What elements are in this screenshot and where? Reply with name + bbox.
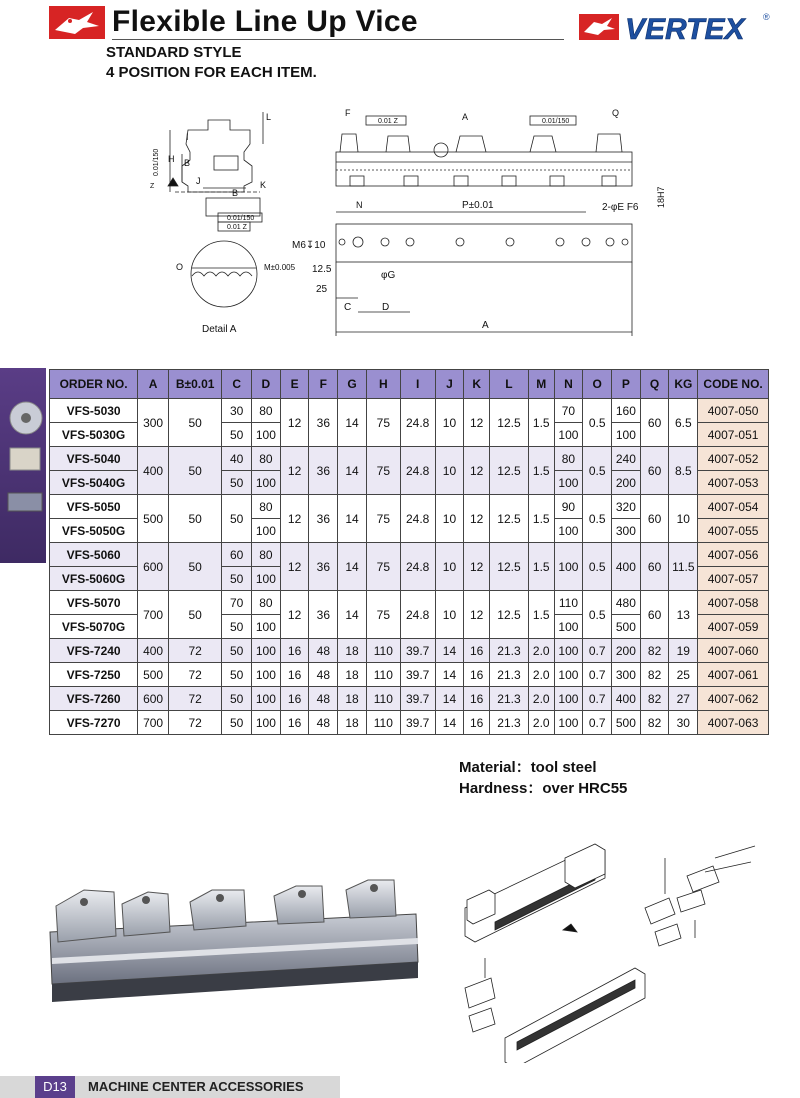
table-cell: VFS-5050G <box>50 519 138 543</box>
table-cell: VFS-5070 <box>50 591 138 615</box>
table-cell: 100 <box>252 423 281 447</box>
vertex-brand-logo <box>579 10 775 44</box>
front-view-drawing <box>336 108 632 186</box>
side-tab-strip <box>0 368 46 563</box>
table-cell: 110 <box>366 687 400 711</box>
table-cell: VFS-7240 <box>50 639 138 663</box>
table-cell: 16 <box>464 687 490 711</box>
svg-text:0.01 Z: 0.01 Z <box>227 224 247 231</box>
table-cell: 14 <box>338 591 367 639</box>
table-cell: 100 <box>554 615 583 639</box>
table-cell: 14 <box>435 711 464 735</box>
table-row <box>50 687 769 711</box>
table-cell: 100 <box>554 519 583 543</box>
table-cell: 40 <box>222 447 252 471</box>
table-cell: VFS-7270 <box>50 711 138 735</box>
table-cell: 50 <box>222 687 252 711</box>
col-header: A <box>138 370 169 399</box>
table-cell: 100 <box>252 663 281 687</box>
product-thumbnails-icon <box>0 368 46 563</box>
table-cell: 36 <box>309 543 338 591</box>
table-cell: 19 <box>669 639 698 663</box>
table-cell: 60 <box>640 591 669 639</box>
svg-text:O: O <box>176 262 184 272</box>
table-cell: 6.5 <box>669 399 698 447</box>
table-cell: 10 <box>435 447 464 495</box>
col-header: KG <box>669 370 698 399</box>
table-cell: 18 <box>338 711 367 735</box>
table-cell: VFS-5030G <box>50 423 138 447</box>
table-cell: 16 <box>280 687 309 711</box>
table-cell: 400 <box>138 639 169 663</box>
table-cell: 39.7 <box>400 639 435 663</box>
table-cell: 80 <box>252 447 281 471</box>
table-cell: 11.5 <box>669 543 698 591</box>
table-cell: 72 <box>168 663 221 687</box>
table-cell: 100 <box>554 663 583 687</box>
col-header: H <box>366 370 400 399</box>
table-cell: 4007-055 <box>698 519 769 543</box>
svg-text:0.01/150: 0.01/150 <box>227 215 255 222</box>
svg-text:®: ® <box>763 12 770 22</box>
svg-text:J: J <box>196 176 201 186</box>
eagle-logo-icon <box>49 6 105 39</box>
table-cell: 12 <box>464 447 490 495</box>
table-cell: 14 <box>435 687 464 711</box>
table-cell: 100 <box>252 687 281 711</box>
table-cell: 24.8 <box>400 447 435 495</box>
col-header: CODE NO. <box>698 370 769 399</box>
table-cell: 400 <box>612 543 641 591</box>
table-cell: 72 <box>168 687 221 711</box>
table-cell: 4007-057 <box>698 567 769 591</box>
table-cell: 14 <box>338 495 367 543</box>
table-cell: 36 <box>309 399 338 447</box>
col-header: ORDER NO. <box>50 370 138 399</box>
svg-text:B: B <box>232 188 239 198</box>
table-cell: 75 <box>366 399 400 447</box>
table-cell: 480 <box>612 591 641 615</box>
table-cell: 0.5 <box>583 495 612 543</box>
table-cell: 12 <box>280 399 309 447</box>
table-cell: 82 <box>640 687 669 711</box>
table-row <box>50 495 769 519</box>
col-header: L <box>489 370 528 399</box>
table-row <box>50 543 769 567</box>
hardness-text: Hardness：over HRC55 <box>459 780 628 797</box>
table-cell: 100 <box>554 471 583 495</box>
table-cell: 80 <box>252 495 281 519</box>
table-cell: VFS-5040G <box>50 471 138 495</box>
table-cell: 100 <box>554 423 583 447</box>
table-cell: 110 <box>554 591 583 615</box>
table-cell: 100 <box>554 543 583 591</box>
svg-text:Q: Q <box>612 108 620 118</box>
svg-text:L: L <box>266 112 272 122</box>
table-cell: 10 <box>435 399 464 447</box>
table-cell: 39.7 <box>400 687 435 711</box>
table-cell: 12 <box>464 591 490 639</box>
table-cell: 0.7 <box>583 663 612 687</box>
table-cell: 18 <box>338 639 367 663</box>
spec-table <box>49 369 769 735</box>
table-cell: 75 <box>366 495 400 543</box>
table-cell: 4007-053 <box>698 471 769 495</box>
table-cell: 500 <box>612 615 641 639</box>
svg-text:F: F <box>345 108 351 118</box>
table-cell: 0.5 <box>583 447 612 495</box>
table-cell: 14 <box>435 639 464 663</box>
section-title: MACHINE CENTER ACCESSORIES <box>88 1079 304 1094</box>
table-cell: 10 <box>435 591 464 639</box>
table-cell: 36 <box>309 447 338 495</box>
col-header: E <box>280 370 309 399</box>
table-cell: 18 <box>338 687 367 711</box>
table-cell: 25 <box>669 663 698 687</box>
table-cell: 36 <box>309 591 338 639</box>
table-cell: 240 <box>612 447 641 471</box>
table-cell: 80 <box>252 543 281 567</box>
svg-text:P±0.01: P±0.01 <box>462 200 494 211</box>
svg-text:I: I <box>186 132 189 142</box>
svg-text:A: A <box>462 112 469 122</box>
table-cell: 60 <box>640 543 669 591</box>
table-cell: 30 <box>222 399 252 423</box>
table-cell: 1.5 <box>528 399 554 447</box>
table-cell: 21.3 <box>489 687 528 711</box>
table-cell: 1.5 <box>528 447 554 495</box>
table-cell: 100 <box>554 711 583 735</box>
table-row <box>50 639 769 663</box>
col-header: D <box>252 370 281 399</box>
table-cell: 300 <box>612 519 641 543</box>
detail-a-drawing <box>176 241 296 335</box>
table-cell: 82 <box>640 711 669 735</box>
col-header: C <box>222 370 252 399</box>
svg-text:0.01/150: 0.01/150 <box>153 148 160 176</box>
table-cell: 0.5 <box>583 591 612 639</box>
table-cell: 320 <box>612 495 641 519</box>
col-header: G <box>338 370 367 399</box>
svg-text:18H7: 18H7 <box>656 186 666 208</box>
table-cell: 80 <box>252 399 281 423</box>
table-cell: VFS-7260 <box>50 687 138 711</box>
svg-text:φG: φG <box>381 270 396 281</box>
table-cell: 0.7 <box>583 711 612 735</box>
table-cell: 2.0 <box>528 687 554 711</box>
table-cell: 16 <box>464 663 490 687</box>
table-cell: 24.8 <box>400 495 435 543</box>
table-cell: 700 <box>138 711 169 735</box>
table-cell: 4007-052 <box>698 447 769 471</box>
table-cell: 75 <box>366 447 400 495</box>
top-view-drawing <box>292 186 666 336</box>
table-cell: 8.5 <box>669 447 698 495</box>
table-cell: 100 <box>252 567 281 591</box>
table-cell: 14 <box>338 447 367 495</box>
table-cell: 13 <box>669 591 698 639</box>
table-cell: 72 <box>168 711 221 735</box>
col-header: M <box>528 370 554 399</box>
technical-drawing <box>0 96 800 356</box>
table-cell: 50 <box>168 447 221 495</box>
table-cell: VFS-7250 <box>50 663 138 687</box>
table-cell: 2.0 <box>528 711 554 735</box>
col-header: O <box>583 370 612 399</box>
table-row <box>50 399 769 423</box>
table-cell: 36 <box>309 495 338 543</box>
end-view-drawing <box>150 112 271 231</box>
table-cell: 4007-062 <box>698 687 769 711</box>
table-cell: 600 <box>138 687 169 711</box>
table-cell: 24.8 <box>400 591 435 639</box>
table-cell: 12 <box>464 495 490 543</box>
table-cell: 50 <box>222 567 252 591</box>
table-cell: 700 <box>138 591 169 639</box>
table-cell: 110 <box>366 639 400 663</box>
table-cell: 12.5 <box>489 591 528 639</box>
table-cell: 400 <box>612 687 641 711</box>
table-cell: 100 <box>252 471 281 495</box>
table-cell: 50 <box>222 615 252 639</box>
table-cell: 60 <box>640 495 669 543</box>
table-cell: 75 <box>366 591 400 639</box>
table-cell: 1.5 <box>528 591 554 639</box>
table-cell: 39.7 <box>400 711 435 735</box>
svg-text:2-φE F6: 2-φE F6 <box>602 202 639 213</box>
table-cell: 12.5 <box>489 399 528 447</box>
col-header: K <box>464 370 490 399</box>
table-cell: 70 <box>554 399 583 423</box>
subtitle-standard-style: STANDARD STYLE <box>106 44 242 61</box>
table-row <box>50 447 769 471</box>
table-cell: 2.0 <box>528 663 554 687</box>
svg-text:0.01 Z: 0.01 Z <box>378 118 398 125</box>
col-header: I <box>400 370 435 399</box>
table-cell: 12 <box>280 591 309 639</box>
table-cell: 90 <box>554 495 583 519</box>
table-cell: 82 <box>640 639 669 663</box>
table-cell: 48 <box>309 639 338 663</box>
table-header-row <box>50 370 769 399</box>
table-cell: 100 <box>554 639 583 663</box>
svg-text:A: A <box>482 320 489 331</box>
table-cell: 70 <box>222 591 252 615</box>
col-header: B±0.01 <box>168 370 221 399</box>
table-cell: 50 <box>222 663 252 687</box>
table-cell: 12.5 <box>489 495 528 543</box>
table-cell: 80 <box>252 591 281 615</box>
table-cell: 21.3 <box>489 663 528 687</box>
table-row <box>50 591 769 615</box>
table-cell: 39.7 <box>400 663 435 687</box>
table-cell: 21.3 <box>489 639 528 663</box>
table-cell: 500 <box>138 495 169 543</box>
svg-text:H: H <box>168 154 175 164</box>
table-cell: 110 <box>366 663 400 687</box>
table-cell: 100 <box>554 687 583 711</box>
table-cell: 12.5 <box>489 543 528 591</box>
svg-text:25: 25 <box>316 284 328 295</box>
table-cell: 50 <box>222 711 252 735</box>
table-cell: 4007-060 <box>698 639 769 663</box>
table-cell: 80 <box>554 447 583 471</box>
table-cell: 72 <box>168 639 221 663</box>
table-cell: 48 <box>309 663 338 687</box>
page-number: D13 <box>35 1076 75 1098</box>
title-divider <box>112 39 564 40</box>
table-cell: 60 <box>640 447 669 495</box>
table-cell: 4007-063 <box>698 711 769 735</box>
svg-text:M6↧10: M6↧10 <box>292 240 326 251</box>
table-cell: 10 <box>435 495 464 543</box>
table-cell: 14 <box>338 399 367 447</box>
table-cell: 16 <box>280 711 309 735</box>
table-cell: 50 <box>168 543 221 591</box>
table-cell: 4007-051 <box>698 423 769 447</box>
table-cell: 4007-059 <box>698 615 769 639</box>
table-cell: 200 <box>612 471 641 495</box>
table-row <box>50 663 769 687</box>
table-cell: 200 <box>612 639 641 663</box>
table-cell: 0.5 <box>583 543 612 591</box>
table-cell: 0.7 <box>583 687 612 711</box>
table-cell: 16 <box>280 663 309 687</box>
table-cell: 0.7 <box>583 639 612 663</box>
table-cell: VFS-5030 <box>50 399 138 423</box>
table-cell: 100 <box>252 639 281 663</box>
table-cell: 50 <box>168 591 221 639</box>
table-cell: 100 <box>612 423 641 447</box>
table-cell: 10 <box>669 495 698 543</box>
col-header: Q <box>640 370 669 399</box>
table-cell: 60 <box>222 543 252 567</box>
svg-text:D: D <box>382 302 390 313</box>
col-header: P <box>612 370 641 399</box>
table-cell: 100 <box>252 711 281 735</box>
table-cell: 600 <box>138 543 169 591</box>
table-cell: 82 <box>640 663 669 687</box>
table-cell: 12 <box>280 447 309 495</box>
table-cell: VFS-5060G <box>50 567 138 591</box>
svg-text:C: C <box>344 302 352 313</box>
table-cell: VFS-5050 <box>50 495 138 519</box>
svg-text:N: N <box>356 200 363 210</box>
table-cell: 4007-054 <box>698 495 769 519</box>
material-text: Material：tool steel <box>459 759 597 776</box>
table-cell: 10 <box>435 543 464 591</box>
table-cell: 500 <box>612 711 641 735</box>
table-cell: VFS-5060 <box>50 543 138 567</box>
table-cell: 12 <box>464 399 490 447</box>
table-cell: 14 <box>435 663 464 687</box>
table-cell: 60 <box>640 399 669 447</box>
svg-text:12.5: 12.5 <box>312 264 332 275</box>
table-cell: 14 <box>338 543 367 591</box>
table-cell: 16 <box>280 639 309 663</box>
table-cell: 18 <box>338 663 367 687</box>
exploded-view-drawing <box>455 838 785 1063</box>
table-cell: 48 <box>309 711 338 735</box>
table-cell: 1.5 <box>528 543 554 591</box>
col-header: N <box>554 370 583 399</box>
table-cell: 300 <box>138 399 169 447</box>
table-cell: 4007-061 <box>698 663 769 687</box>
table-cell: 24.8 <box>400 543 435 591</box>
svg-text:B: B <box>184 158 191 168</box>
table-cell: VFS-5070G <box>50 615 138 639</box>
table-cell: 24.8 <box>400 399 435 447</box>
table-cell: 160 <box>612 399 641 423</box>
svg-text:Z: Z <box>150 183 155 190</box>
table-cell: 21.3 <box>489 711 528 735</box>
brand-name: VERTEX <box>625 13 745 44</box>
table-cell: 1.5 <box>528 495 554 543</box>
svg-text:M±0.005: M±0.005 <box>264 263 296 272</box>
table-cell: 50 <box>168 399 221 447</box>
vice-product-photo <box>44 862 424 1012</box>
table-cell: 12 <box>464 543 490 591</box>
table-cell: 12 <box>280 543 309 591</box>
svg-text:0.01/150: 0.01/150 <box>542 118 570 125</box>
table-cell: 4007-058 <box>698 591 769 615</box>
table-cell: 50 <box>222 471 252 495</box>
table-cell: 75 <box>366 543 400 591</box>
page-title: Flexible Line Up Vice <box>112 5 418 38</box>
table-cell: 300 <box>612 663 641 687</box>
table-cell: 48 <box>309 687 338 711</box>
svg-text:Detail A: Detail A <box>202 324 237 335</box>
table-cell: 100 <box>252 519 281 543</box>
table-cell: 2.0 <box>528 639 554 663</box>
table-cell: 0.5 <box>583 399 612 447</box>
table-cell: VFS-5040 <box>50 447 138 471</box>
col-header: J <box>435 370 464 399</box>
table-cell: 16 <box>464 639 490 663</box>
table-cell: 50 <box>222 495 252 543</box>
col-header: F <box>309 370 338 399</box>
table-cell: 27 <box>669 687 698 711</box>
table-cell: 50 <box>168 495 221 543</box>
subtitle-positions: 4 POSITION FOR EACH ITEM. <box>106 64 317 81</box>
table-cell: 100 <box>252 615 281 639</box>
table-cell: 50 <box>222 639 252 663</box>
table-cell: 12 <box>280 495 309 543</box>
table-cell: 500 <box>138 663 169 687</box>
table-cell: 30 <box>669 711 698 735</box>
table-cell: 400 <box>138 447 169 495</box>
table-cell: 4007-050 <box>698 399 769 423</box>
svg-text:K: K <box>260 180 267 190</box>
table-cell: 4007-056 <box>698 543 769 567</box>
table-cell: 110 <box>366 711 400 735</box>
table-cell: 16 <box>464 711 490 735</box>
table-cell: 50 <box>222 423 252 447</box>
table-cell: 12.5 <box>489 447 528 495</box>
table-row <box>50 711 769 735</box>
